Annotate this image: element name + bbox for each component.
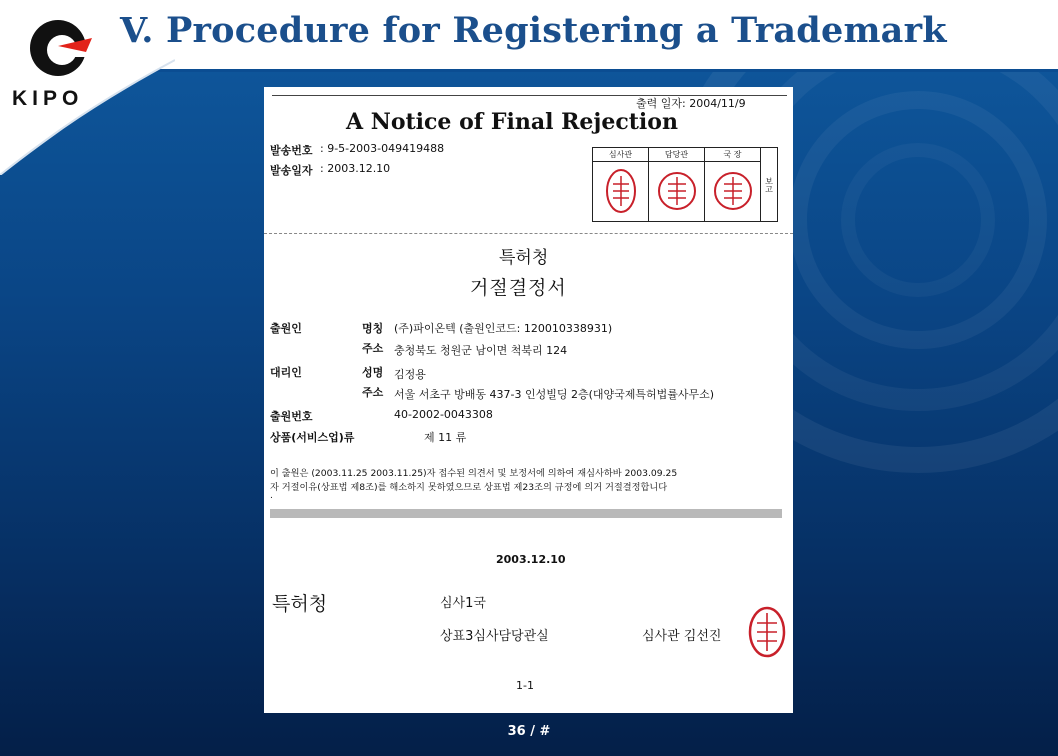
- examiner-seal-icon: [747, 605, 787, 659]
- applicant-address-label: 주소: [362, 342, 384, 355]
- examiner: 심사관 김선진: [642, 629, 722, 644]
- dispatch-no: : 9-5-2003-049419488: [320, 142, 445, 155]
- document-type: 거절결정서: [470, 277, 567, 299]
- body-line-2: 자 거절이유(상표법 제8조)를 해소하지 못하였으므로 상표법 제23조의 규정에 의거 거절결정합니다: [270, 482, 668, 493]
- rejection-notice-document: [264, 87, 793, 713]
- bureau: 심사1국: [440, 596, 486, 611]
- seal-cell-3: [705, 162, 761, 222]
- dispatch-no-label: 발송번호: [270, 144, 313, 157]
- agent-label: 대리인: [270, 366, 302, 379]
- approval-header-examiner: 심사관: [593, 148, 649, 162]
- seal-stamp-icon: [713, 169, 753, 213]
- agent-address-label: 주소: [362, 386, 384, 399]
- goods-class: 제 11 류: [424, 431, 467, 444]
- approval-box: [592, 147, 782, 225]
- document-page: 1-1: [516, 679, 534, 692]
- cut-line: [264, 233, 793, 234]
- issuing-office: 특허청: [499, 248, 549, 268]
- approval-header-officer: 담당관: [649, 148, 705, 162]
- slide-title: V. Procedure for Registering a Trademark: [120, 10, 947, 51]
- body-line-3: .: [270, 491, 273, 501]
- agent-name: 김정용: [394, 368, 426, 381]
- agent-name-label: 성명: [362, 366, 384, 379]
- footer-office: 특허청: [272, 593, 328, 615]
- seal-cell-2: [649, 162, 705, 222]
- dispatch-date-label: 발송일자: [270, 164, 313, 177]
- decision-date: 2003.12.10: [496, 553, 566, 566]
- seal-stamp-icon: [657, 169, 697, 213]
- seal-cell-1: [593, 162, 649, 222]
- goods-class-label: 상품(서비스업)류: [270, 431, 355, 444]
- report-label: 보고: [761, 148, 778, 222]
- division: 상표3심사담당관실: [440, 629, 549, 644]
- dispatch-date: : 2003.12.10: [320, 162, 391, 175]
- applicant-label: 출원인: [270, 322, 302, 335]
- notice-title: A Notice of Final Rejection: [346, 109, 678, 135]
- applicant-address: 충청북도 청원군 남이면 척북리 124: [394, 344, 568, 357]
- approval-header-director: 국 장: [705, 148, 761, 162]
- applicant-name: (주)파이온텍 (출원인코드: 120010338931): [394, 322, 613, 335]
- application-no: 40-2002-0043308: [394, 408, 493, 421]
- page-number: 36 / #: [507, 724, 551, 739]
- agent-address: 서울 서초구 방배동 437-3 인성빌딩 2층(대양국제특허법률사무소): [394, 388, 715, 401]
- logo-wordmark: KIPO: [12, 87, 84, 110]
- print-date: 출력 일자: 2004/11/9: [636, 97, 746, 110]
- body-line-1: 이 출원은 (2003.11.25 2003.11.25)자 접수된 의견서 및 보정서에 의하여 재심사하바 2003.09.25: [270, 468, 678, 479]
- separator-bar: [270, 509, 782, 518]
- application-no-label: 출원번호: [270, 410, 313, 423]
- applicant-name-label: 명칭: [362, 322, 384, 335]
- seal-stamp-icon: [603, 166, 639, 216]
